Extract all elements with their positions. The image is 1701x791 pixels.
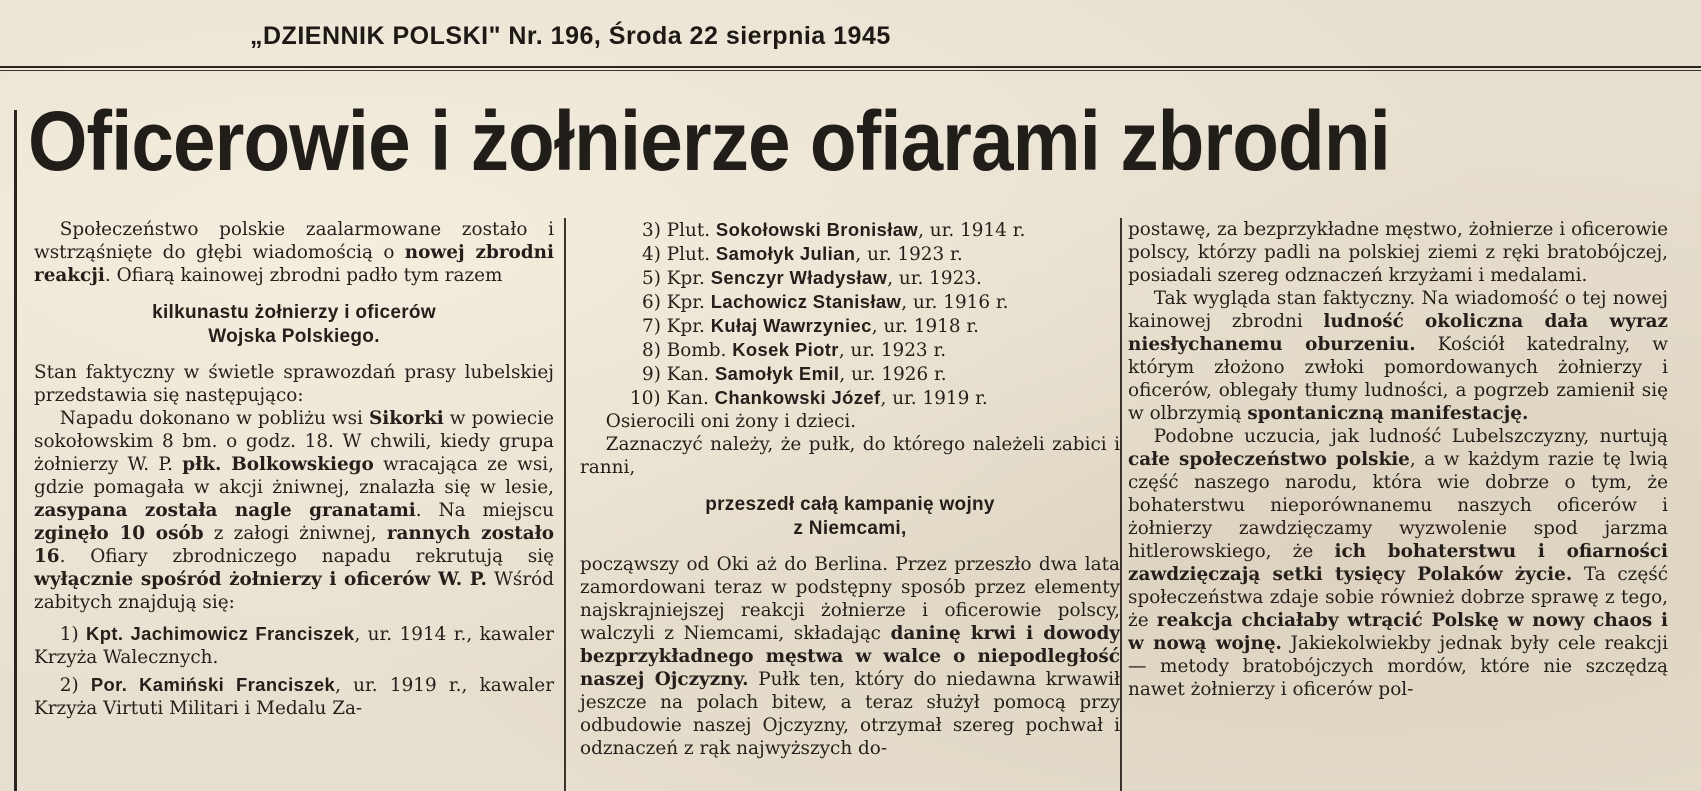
paragraph: Napadu dokonano w pobliżu wsi Sikorki w powiecie sokołowskim 8 bm. o godz. 18. W chwili, kiedy grupa żołnierzy W. P. płk. Bolkowskiego wracająca ze wsi, gdzie pomagała w akcji żniwnej, znalazła się w lesie, zasypana została nagle granatami. Na miejscu zginęło 10 osób z załogi żniwnej, rannych zostało 16. Ofiary zbrodniczego napadu rekrutują się wyłącznie spośród żołnierzy i oficerów W. P. Wśród zabitych znajdują się: bbox=[34, 408, 554, 613]
top-rule-thin bbox=[0, 70, 1701, 71]
article-column-1 bbox=[34, 218, 554, 720]
list-item: 9) Kan. Samołyk Emil, ur. 1926 r. bbox=[642, 363, 947, 385]
paragraph: Społeczeństwo polskie zaalarmowane zostało i wstrząśnięte do głębi wiadomością o nowej zbrodni reakcji. Ofiarą kainowej zbrodni padło tym razem bbox=[34, 219, 554, 286]
list-item: 7) Kpr. Kułaj Wawrzyniec, ur. 1918 r. bbox=[642, 315, 980, 337]
paragraph: Zaznaczyć należy, że pułk, do którego należeli zabici i ranni, bbox=[580, 434, 1120, 478]
list-item: 8) Bomb. Kosek Piotr, ur. 1923 r. bbox=[642, 339, 947, 361]
list-item: 3) Plut. Sokołowski Bronisław, ur. 1914 r. bbox=[642, 219, 1026, 241]
paragraph: Stan faktyczny w świetle sprawozdań prasy lubelskiej przedstawia się następująco: bbox=[34, 362, 554, 406]
headline: Oficerowie i żołnierze ofiarami zbrodni bbox=[28, 94, 1390, 188]
column-divider-1 bbox=[564, 218, 566, 791]
list-item: 1) Kpt. Jachimowicz Franciszek, ur. 1914 r., kawaler Krzyża Walecznych. bbox=[34, 623, 554, 668]
column-divider-2 bbox=[1120, 218, 1122, 791]
left-border bbox=[14, 110, 17, 791]
paragraph: począwszy od Oki aż do Berlina. Przez przeszło dwa lata zamordowani teraz w podstępny sposób przez elementy najskrajniejszej reakcji żołnierze i oficerowie polscy, walczyli z Niemcami, składając daninę krwi i dowody bezprzykładnego męstwa w walce o niepodległość naszej Ojczyzny. Pułk ten, który do niedawna krwawił jeszcze na polach bitew, a teraz służył pomocą przy odbudowie naszej Ojczyzny, otrzymał szereg pochwał i odznaczeń z rąk najwyższych do- bbox=[580, 554, 1120, 759]
subheading: przeszedł całą kampanię wojny z Niemcami, bbox=[705, 494, 995, 539]
subheading: kilkunastu żołnierzy i oficerów Wojska Polskiego. bbox=[152, 302, 436, 347]
list-item: 4) Plut. Samołyk Julian, ur. 1923 r. bbox=[642, 243, 963, 265]
top-rule bbox=[0, 66, 1701, 68]
masthead: „DZIENNIK POLSKI" Nr. 196, Środa 22 sierpnia 1945 bbox=[250, 22, 891, 50]
paragraph: Tak wygląda stan faktyczny. Na wiadomość o tej nowej kainowej zbrodni ludność okoliczna dała wyraz niesłychanemu oburzeniu. Kościół katedralny, w którym złożono zwłoki pomordowanych żołnierzy i oficerów, oblegały tłumy ludności, a pogrzeb zamienił się w olbrzymią spontaniczną manifestację. bbox=[1128, 288, 1669, 424]
paragraph: Osierocili oni żony i dzieci. bbox=[605, 411, 857, 432]
article-column-2 bbox=[580, 218, 1120, 760]
list-item: 6) Kpr. Lachowicz Stanisław, ur. 1916 r. bbox=[642, 291, 1009, 313]
list-item: 5) Kpr. Senczyr Władysław, ur. 1923. bbox=[642, 267, 982, 289]
list-item: 10) Kan. Chankowski Józef, ur. 1919 r. bbox=[630, 387, 988, 409]
article-column-3 bbox=[1128, 218, 1668, 701]
paragraph: postawę, za bezprzykładne męstwo, żołnierze i oficerowie polscy, którzy padli na polskiej ziemi z ręki bratobójczej, posiadali szereg odznaczeń krzyżami i medalami. bbox=[1128, 219, 1668, 286]
list-item: 2) Por. Kamiński Franciszek, ur. 1919 r., kawaler Krzyża Virtuti Militari i Medalu Za- bbox=[34, 674, 554, 719]
paragraph: Podobne uczucia, jak ludność Lubelszczyzny, nurtują całe społeczeństwo polskie, a w każdym razie tę lwią część naszego narodu, która wie dobrze o tym, że bohaterstwu nieporównanemu naszych oficerów i żołnierzy zawdzięczamy wyzwolenie spod jarzma hitlerowskiego, że ich bohaterstwu i ofiarności zawdzięczają setki tysięcy Polaków życie. Ta część społeczeństwa zdaje sobie również dobrze sprawę z tego, że reakcja chciałaby wtrącić Polskę w nowy chaos i w nową wojnę. Jakiekolwiekby jednak były cele reakcji — metody bratobójczych mordów, które nie szczędzą nawet żołnierzy i oficerów pol- bbox=[1128, 426, 1669, 700]
